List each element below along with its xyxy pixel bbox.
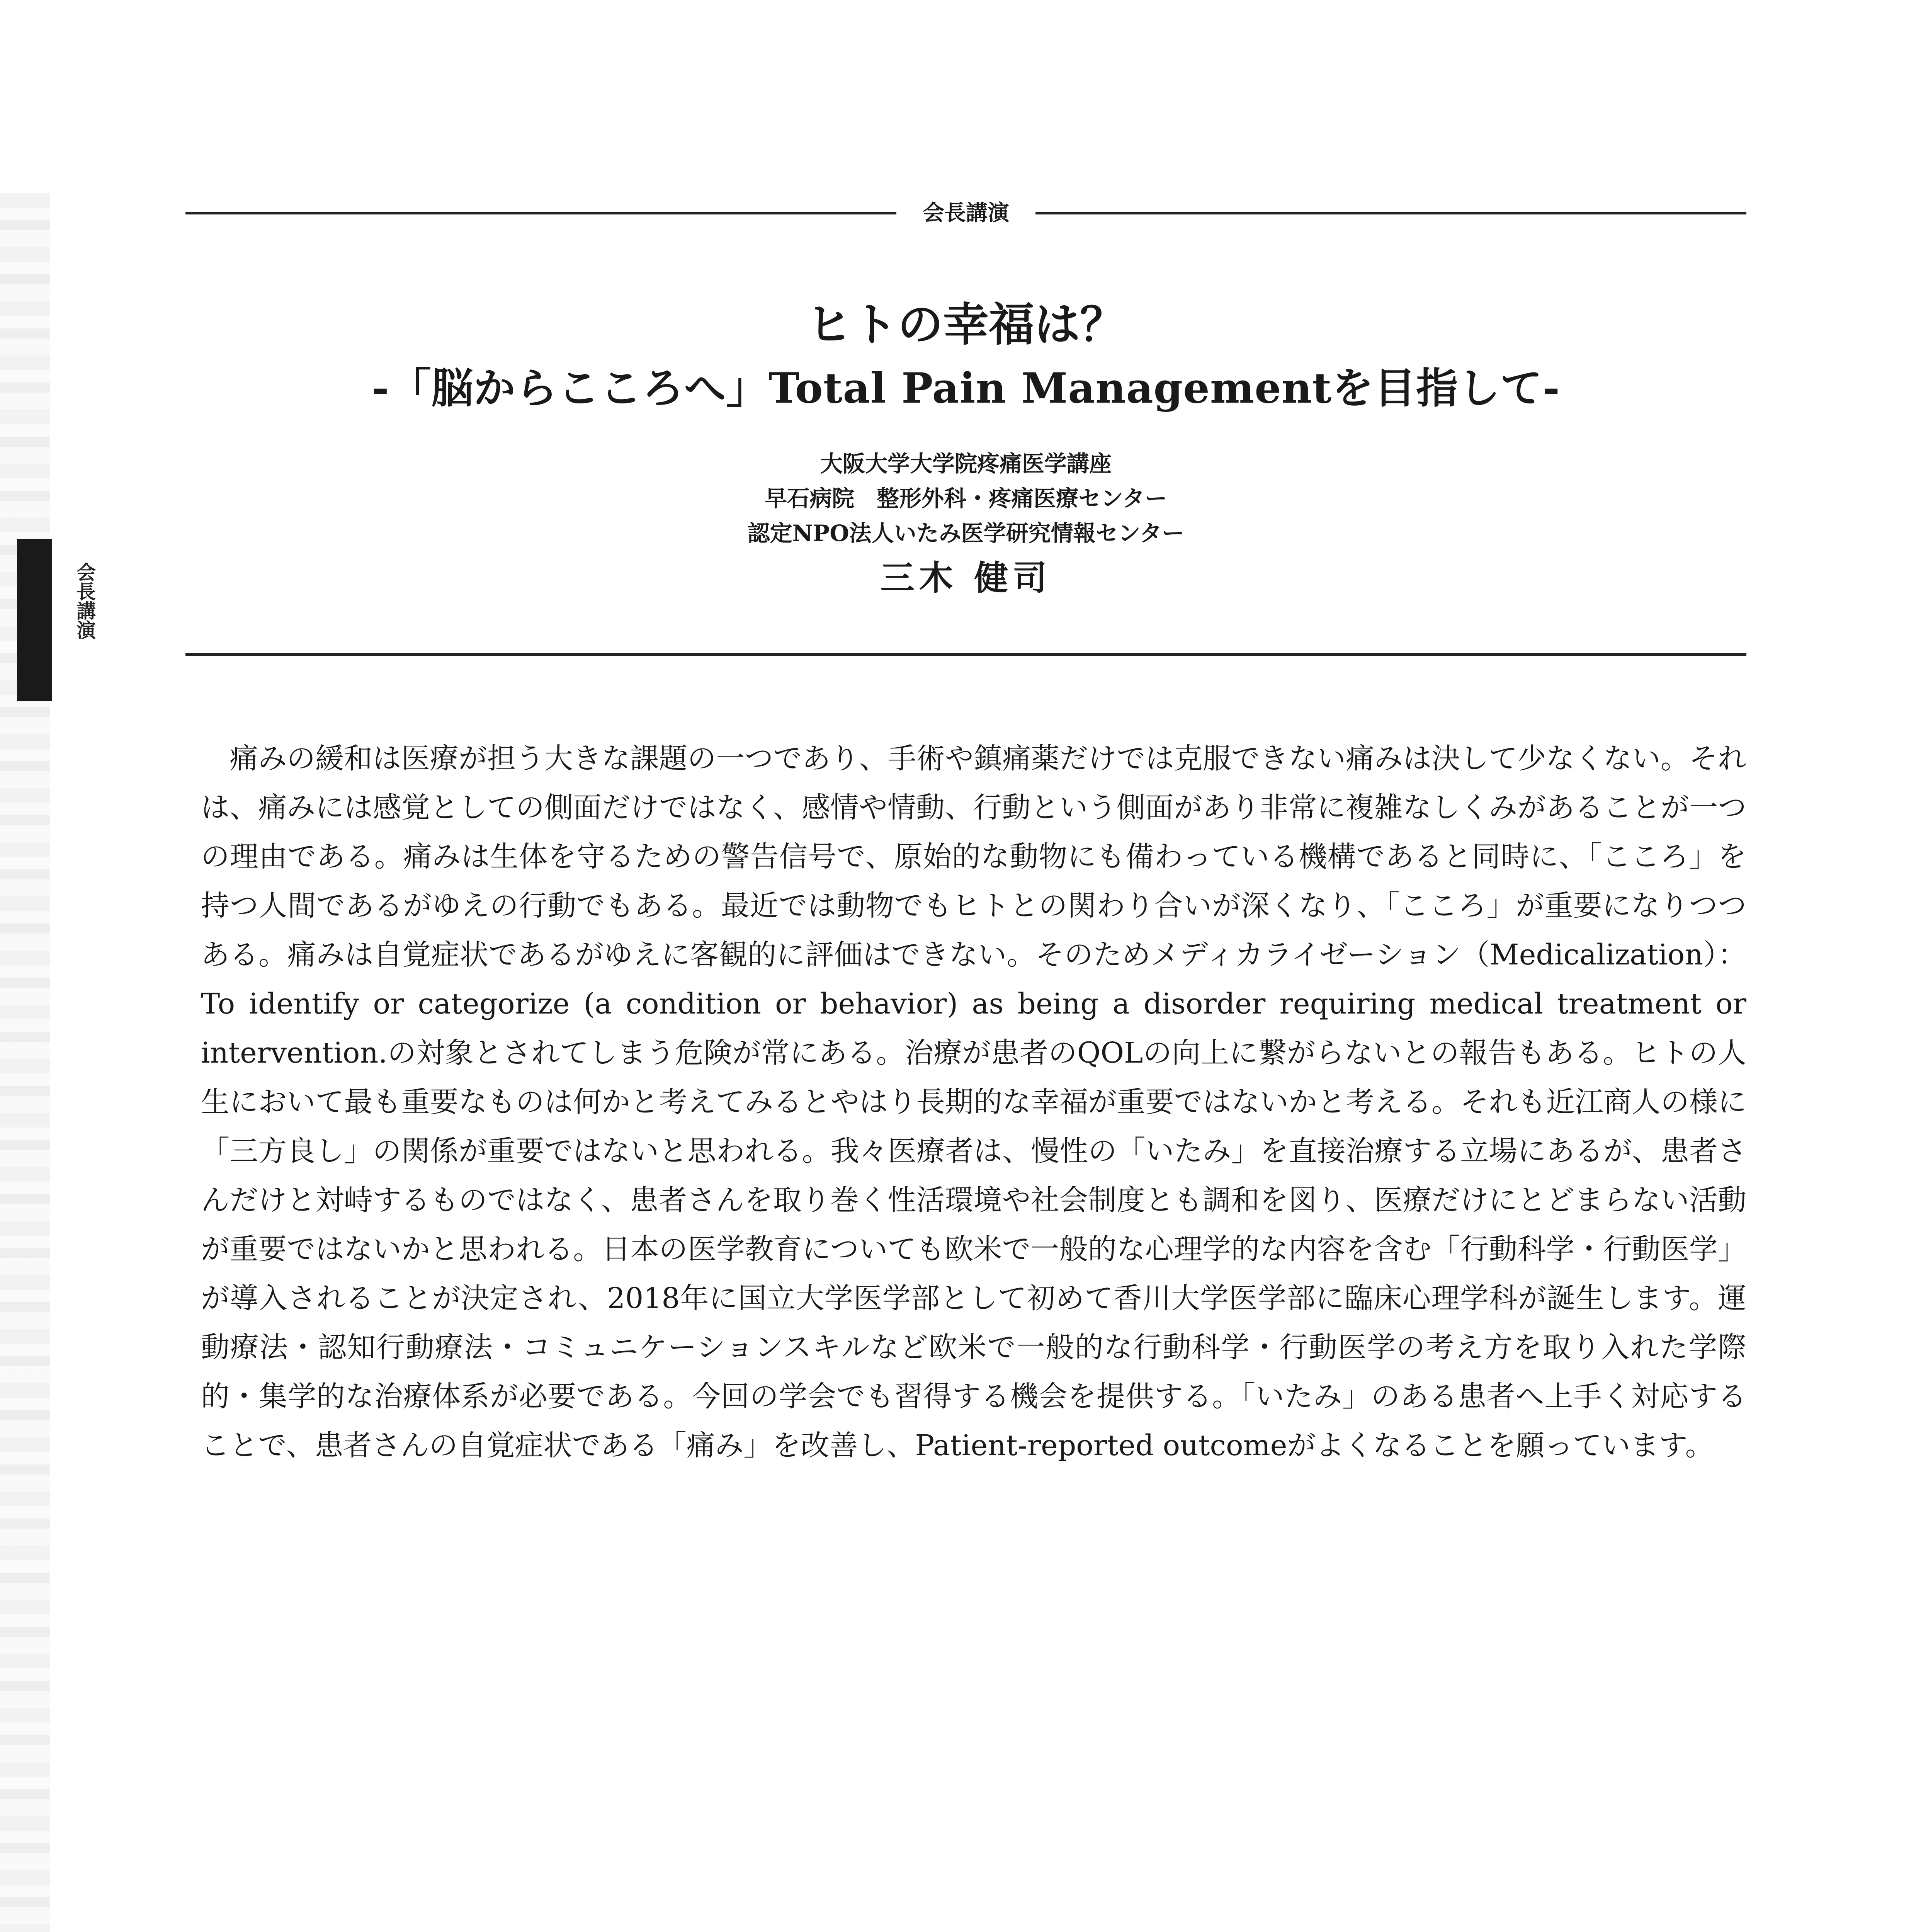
author-name: 三木 健司 (880, 558, 1052, 598)
section-header-rule-left (185, 212, 896, 214)
abstract-body: 痛みの緩和は医療が担う大きな課題の一つであり、手術や鎮痛薬だけでは克服できない痛みは決して少なくない。それは、痛みには感覚としての側面だけではなく、感情や情動、行動という側面があり非常に複雑なしくみがあることが一つの理由である。痛みは生体を守るための警告信号で、原始的な動物にも備わっている機構であると同時に、「こころ」を持つ人間であるがゆえの行動でもある。最近では動物でもヒトとの関わり合いが深くなり、「こころ」が重要になりつつある。痛みは自覚症状であるがゆえに客観的に評価はできない。そのためメディカライゼーション（Medicalization）：To identify or categorize (a condition or behavior) as being a disorder requiring medical treatment or intervention.の対象とされてしまう危険が常にある。治療が患者のQOLの向上に繋がらないとの報告もある。ヒトの人生において最も重要なものは何かと考えてみるとやはり長期的な幸福が重要ではないかと考える。それも近江商人の様に「三方良し」の関係が重要ではないと思われる。我々医療者は、慢性の「いたみ」を直接治療する立場にあるが、患者さんだけと対峙するものではなく、患者さんを取り巻く性活環境や社会制度とも調和を図り、医療だけにとどまらない活動が重要ではないかと思われる。日本の医学教育についても欧米で一般的な心理学的な内容を含む「行動科学・行動医学」が導入されることが決定され、2018年に国立大学医学部として初めて香川大学医学部に臨床心理学科が誕生します。運動療法・認知行動療法・コミュニケーションスキルなど欧米で一般的な行動科学・行動医学の考え方を取り入れた学際的・集学的な治療体系が必要である。今回の学会でも習得する機会を提供する。「いたみ」のある患者へ上手く対応することで、患者さんの自覚症状である「痛み」を改善し、Patient-reported outcomeがよくなることを願っています。 (201, 742, 1746, 1462)
side-tab-label: 会長講演 (73, 562, 96, 639)
affiliation-2: 早石病院 整形外科・疼痛医療センター (765, 485, 1167, 512)
side-tab-marker (17, 539, 52, 701)
header-divider (185, 653, 1746, 656)
page-subtitle: -「脳からこころへ」Total Pain Managementを目指して- (371, 364, 1561, 413)
page-title: ヒトの幸福は？ (806, 298, 1125, 351)
section-label: 会長講演 (923, 201, 1009, 226)
section-header-rule-right (1035, 212, 1746, 214)
section-header (185, 201, 1746, 236)
affiliation-1: 大阪大学大学院疼痛医学講座 (820, 451, 1112, 477)
margin-bleed-through (0, 193, 50, 1932)
affiliation-3: 認定NPO法人いたみ医学研究情報センター (747, 520, 1185, 546)
